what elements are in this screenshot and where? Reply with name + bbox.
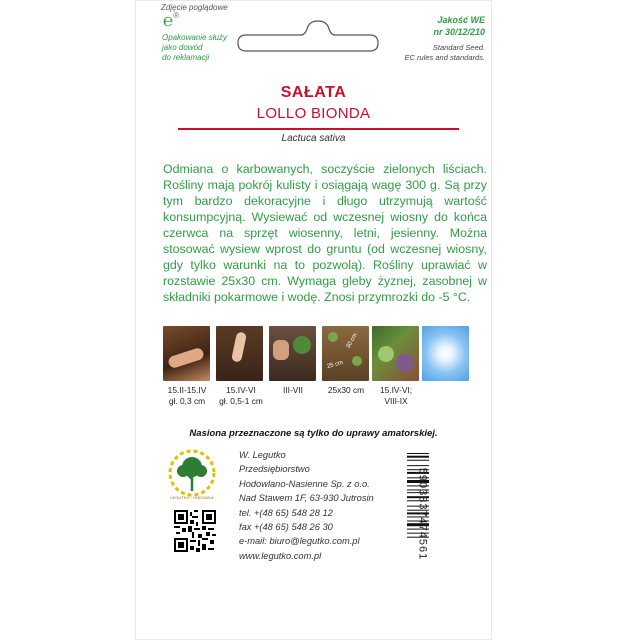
step-caption <box>366 385 426 407</box>
product-variety: LOLLO BIONDA <box>256 105 371 122</box>
barcode-bar <box>407 456 429 458</box>
step-caption-line: 15.IV-VI <box>226 385 256 395</box>
step-caption <box>157 385 217 407</box>
company-email[interactable]: e-mail: biuro@legutko.com.pl <box>239 536 360 547</box>
step-caption-line: 15.II-15.IV <box>167 385 207 395</box>
estimated-sign: ℮ <box>163 11 174 30</box>
step-caption-line: gł. 0,5-1 cm <box>219 396 263 406</box>
quality-line: Jakość WE <box>437 15 485 25</box>
standard-line: Standard Seed. <box>432 43 485 52</box>
latin-name: Lactuca sativa <box>281 133 346 144</box>
legutko-logo-icon <box>164 445 220 501</box>
quality-line: nr 30/12/210 <box>433 27 485 37</box>
barcode-number: 5903837474561 <box>416 467 429 561</box>
seedling-transplant-icon <box>269 326 316 381</box>
standard-line: EC rules and standards. <box>404 53 485 62</box>
packaging-note-line: jako dowód <box>162 43 203 52</box>
step-caption <box>263 385 323 396</box>
spacing-overlay-label: 30 cm <box>345 332 359 350</box>
barcode-bar <box>407 460 429 461</box>
logo-text: LEGUTKO · HODOWLA <box>170 495 214 500</box>
company-line: Hodowlano-Nasienne Sp. z o.o. <box>239 478 370 489</box>
harvest-icon <box>372 326 419 381</box>
sowing-seeds-icon <box>163 326 210 381</box>
spacing-icon <box>322 326 369 381</box>
product-description: Odmiana o karbowanych, soczyście zielonych liściach. Rośliny mają pokrój kulisty i osiągają wagę 300 g. Są przy tym bardzo dekoracyjne i długo utrzymują wartość konsumpcyjną. Wysiewać od wczesnej wiosny do końca czerwca na sprzęt wiosenny, letni, jesienny. Można stosować wysiew wprost do gruntu (od wczesnej wiosny, gdy tylko warunki na to pozwolą). Rośliny uprawiać w rozstawie 25x30 cm. Wymaga gleby żyznej, zasobnej w składniki pokarmowe i wodę. Znosi przymrozki do -5 °C. <box>163 162 487 304</box>
step-caption-line: III-VII <box>282 385 303 395</box>
company-website[interactable]: www.legutko.com.pl <box>239 550 322 561</box>
step-caption-line: 25x30 cm <box>327 385 365 395</box>
company-line: Nad Stawem 1F, 63-930 Jutrosin <box>239 493 374 504</box>
packaging-note-line: Opakowanie służy <box>162 33 227 42</box>
hanger-hole-icon <box>233 15 383 55</box>
packaging-note <box>162 33 227 63</box>
qr-code-icon[interactable] <box>174 510 216 552</box>
estimated-sign-icon <box>163 11 179 31</box>
step-caption-line: gł. 0,3 cm <box>168 396 206 406</box>
product-name: SAŁATA <box>280 84 347 101</box>
company-line: Przedsiębiorstwo <box>239 464 310 475</box>
company-line: tel. +(48 65) 548 28 12 <box>239 507 333 518</box>
barcode-bar <box>407 453 429 454</box>
spacing-overlay-label: 25 cm <box>326 359 344 371</box>
preview-note: Zdjęcie poglądowe <box>161 3 228 12</box>
step-caption-line: VIII-IX <box>384 396 408 406</box>
company-address <box>239 448 409 563</box>
company-line: W. Legutko <box>239 450 286 460</box>
step-caption <box>211 385 271 407</box>
step-caption-line: 15.IV-VI; <box>379 385 413 395</box>
title-divider <box>178 128 459 130</box>
quality-title <box>420 14 485 38</box>
registered-mark: ® <box>173 11 180 20</box>
sun-icon <box>422 326 469 381</box>
amateur-use-notice: Nasiona przeznaczone są tylko do uprawy amatorskiej. <box>189 428 438 439</box>
planting-seeds-icon <box>216 326 263 381</box>
company-line: fax +(48 65) 548 26 30 <box>239 522 333 533</box>
packaging-note-line: do reklamacji <box>162 53 210 62</box>
standard-note <box>390 43 485 63</box>
barcode-bar <box>407 465 429 466</box>
